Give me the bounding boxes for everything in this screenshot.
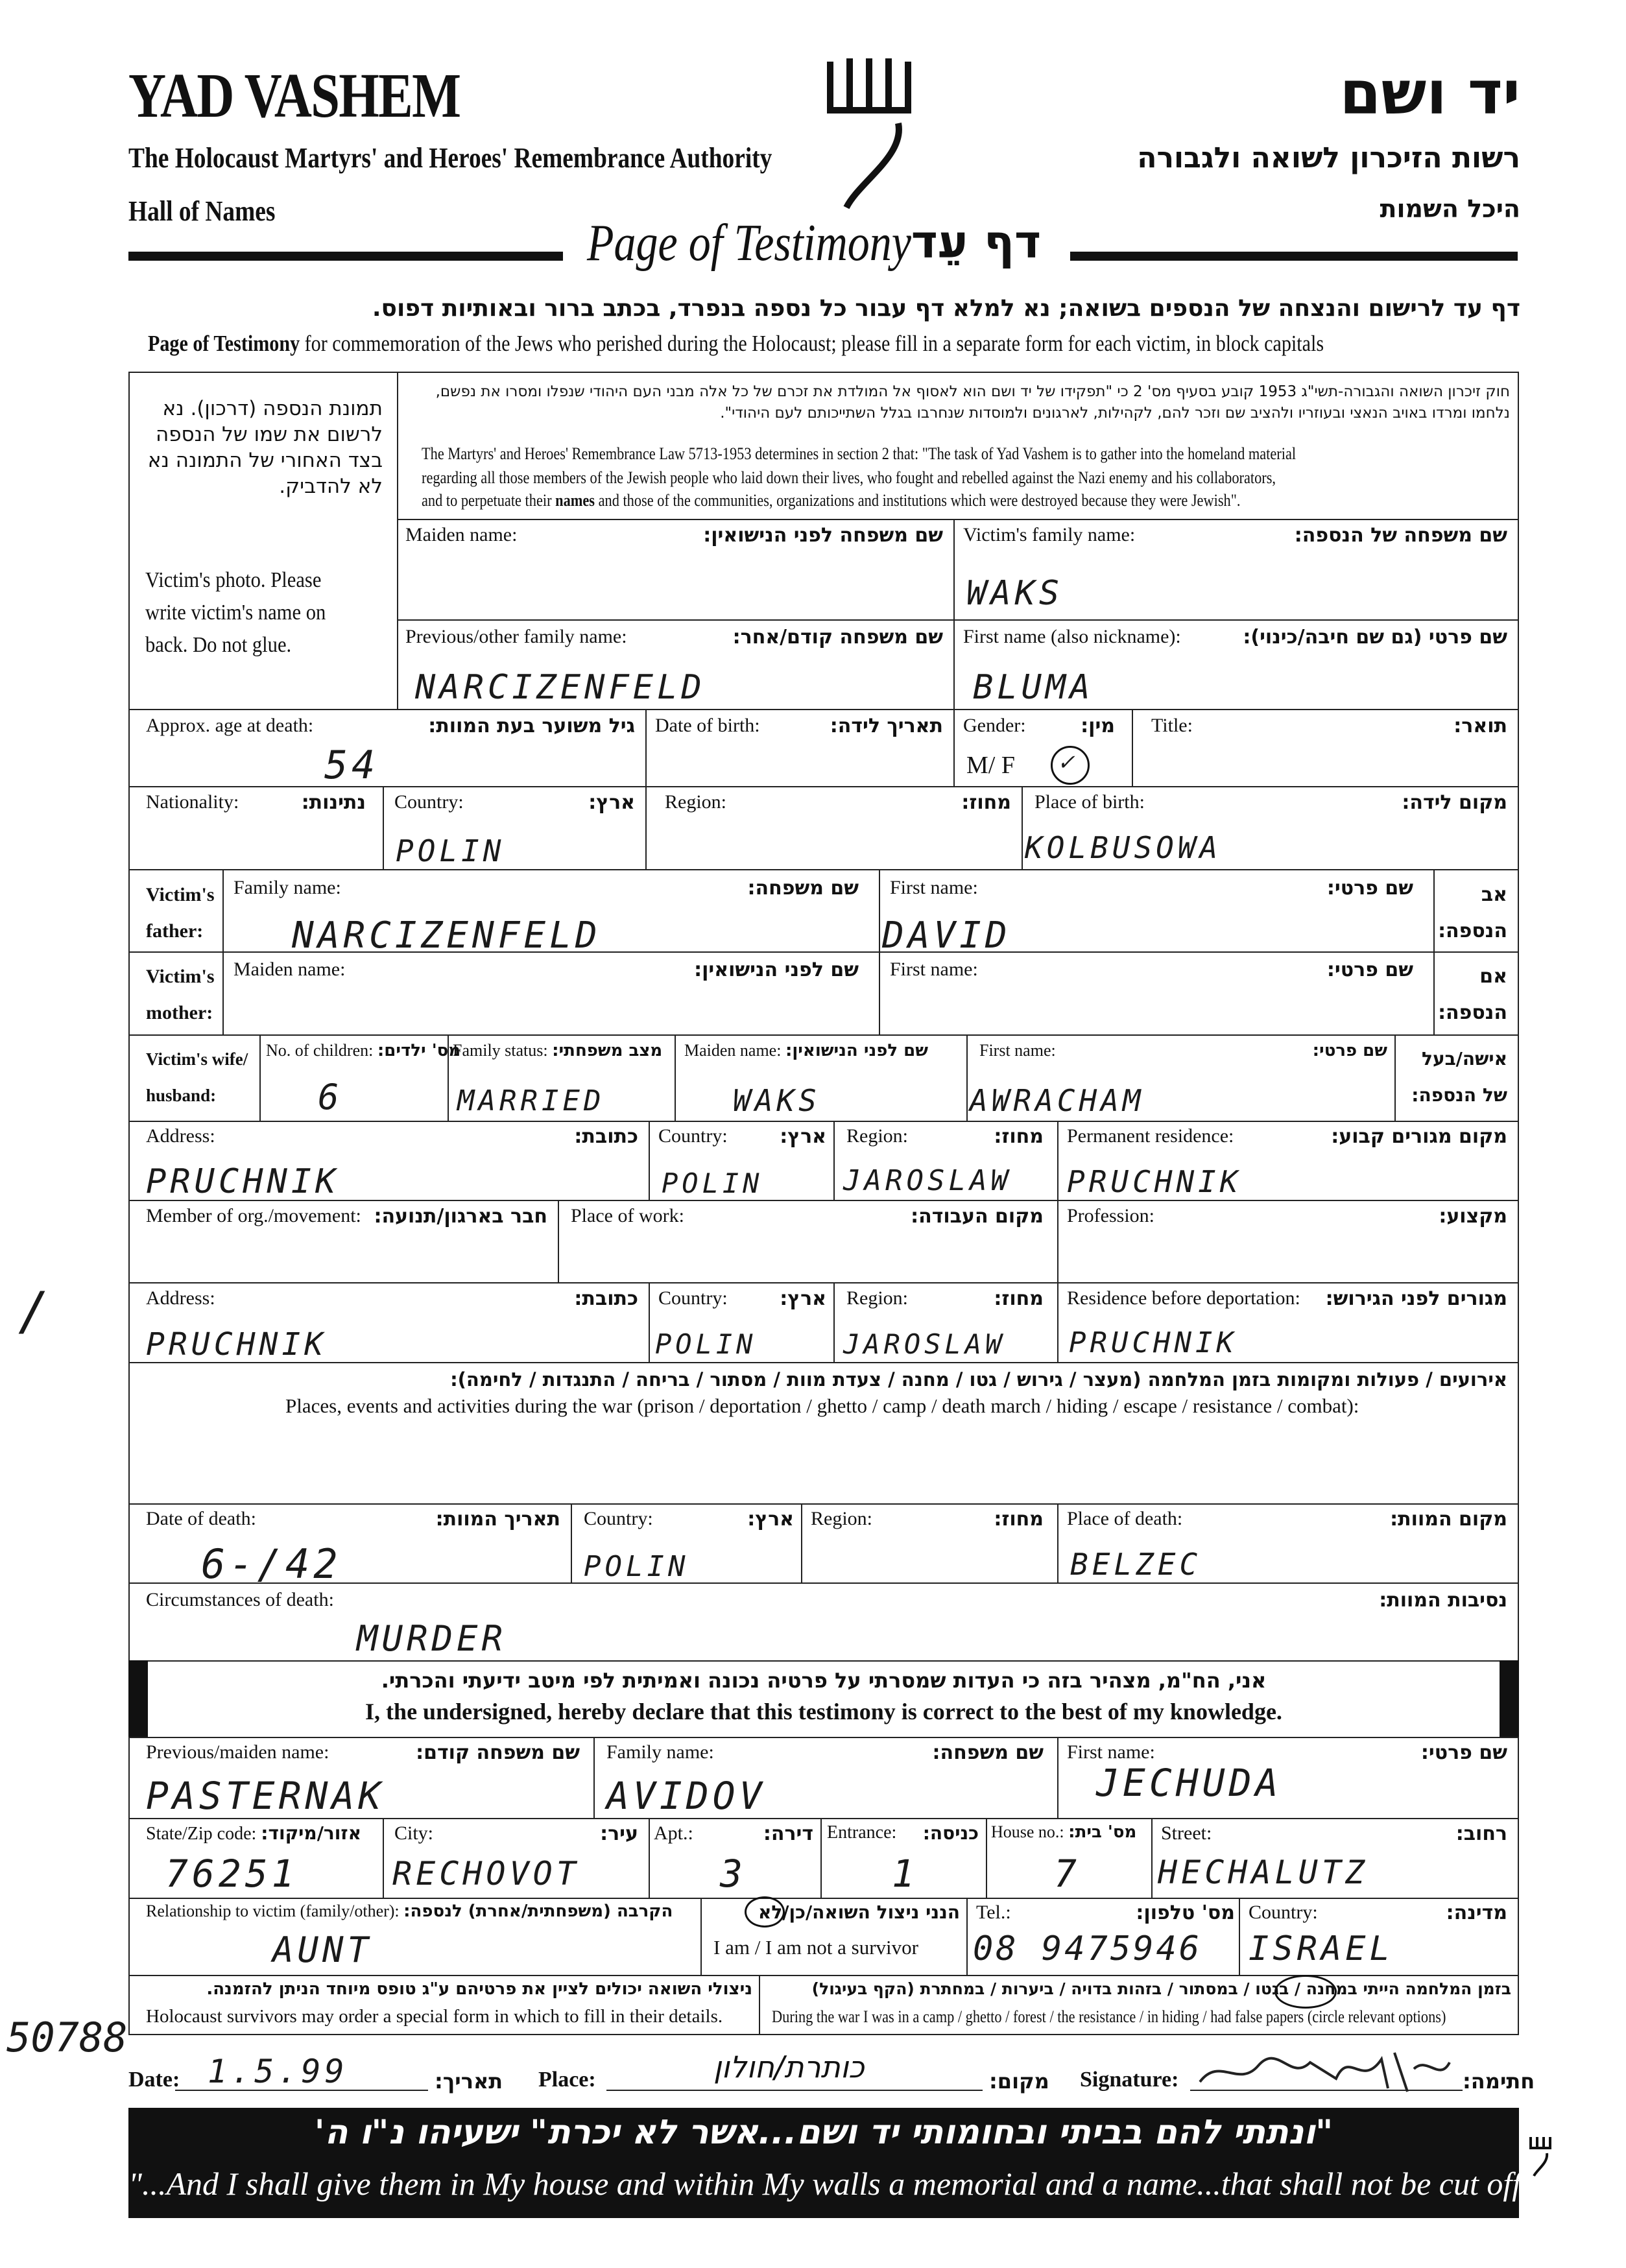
survivor-circle-icon — [745, 1896, 785, 1928]
war-status-circle-icon — [1274, 1975, 1337, 2009]
address2-country-label-he: ארץ: — [780, 1287, 826, 1310]
house-label-en: House no.: — [991, 1822, 1064, 1841]
signature-label: Signature: — [1080, 2068, 1179, 2092]
mother-label-he-1: אם — [1479, 965, 1507, 988]
maiden-name-label: Maiden name: — [405, 524, 518, 545]
declaration-right-bar — [1500, 1660, 1519, 1737]
place-value[interactable]: כותרת/חולון — [713, 2049, 865, 2084]
spouse-label-2: husband: — [146, 1086, 217, 1105]
row-line — [128, 1660, 1519, 1662]
col-line — [222, 869, 224, 1034]
row-line — [128, 709, 1519, 710]
title-label: Title: — [1151, 715, 1193, 736]
profession-label: Profession: — [1067, 1205, 1154, 1226]
prev-name-label: Previous/other family name: — [405, 626, 627, 647]
spouse-first-label: First name: — [979, 1041, 1056, 1060]
survivor-label-he: הנני ניצול השואה/כן/לא — [758, 1902, 960, 1923]
apt-value[interactable]: 3 — [720, 1852, 747, 1896]
row-line — [128, 1362, 1519, 1363]
circ-label: Circumstances of death: — [146, 1589, 334, 1610]
photo-instructions-en: Victim's photo. Please write victim's name on back. Do not glue. — [145, 568, 326, 657]
page-title-en: Page of Testimony — [587, 215, 911, 272]
col-line — [986, 1818, 987, 1898]
address-value[interactable]: PRUCHNIK — [146, 1162, 340, 1201]
children-label — [266, 1041, 460, 1060]
victim-family-name-value[interactable]: WAKS — [966, 574, 1064, 613]
status-label — [453, 1041, 662, 1060]
first-name-value[interactable]: BLUMA — [973, 668, 1094, 707]
row-line — [128, 1818, 1519, 1819]
city-label: City: — [394, 1822, 434, 1844]
city-value[interactable]: RECHOVOT — [392, 1855, 580, 1892]
entrance-label-he: כניסה: — [922, 1822, 979, 1844]
footer-logo-icon — [1527, 2134, 1553, 2179]
col-line — [645, 786, 647, 869]
father-family-label-he: שם משפחה: — [747, 877, 859, 900]
father-first-label: First name: — [890, 877, 978, 898]
instructions-en-text: for commemoration of the Jews who perished during the Holocaust; please fill in a separate form for each victim, in block capitals — [304, 331, 1324, 356]
footer-quote-en — [128, 2165, 1626, 2202]
sub-prev-label: Previous/maiden name: — [146, 1741, 329, 1763]
first-name-label-he: שם פרטי (גם שם חיבה/כינוי): — [1243, 626, 1507, 649]
father-label-2: father: — [146, 920, 204, 942]
col-line — [700, 1898, 702, 1975]
spouse-maiden-label — [684, 1041, 928, 1060]
declaration-left-bar — [128, 1660, 148, 1737]
address2-country-value[interactable]: POLIN — [655, 1328, 757, 1360]
spouse-label-1: Victim's wife/ — [146, 1049, 248, 1069]
children-value[interactable]: 6 — [318, 1077, 343, 1117]
row-line — [128, 1121, 1519, 1122]
col-line — [833, 1121, 835, 1200]
photo-box-divider — [397, 372, 398, 709]
relationship-label-he: הקרבה (משפחתית/אחרת) לנספה: — [403, 1902, 673, 1921]
mother-label-he — [1438, 959, 1507, 1031]
col-line — [1239, 1898, 1240, 1975]
perm-res-label-he: מקום מגורים קבוע: — [1331, 1125, 1507, 1148]
father-first-value[interactable]: DAVID — [882, 914, 1011, 957]
col-line — [1433, 869, 1435, 1034]
pob-value[interactable]: KOLBUSOWA — [1025, 830, 1222, 865]
place-label-he: מקום: — [989, 2069, 1049, 2094]
father-label-1: Victim's — [146, 884, 215, 905]
declaration-en: I, the undersigned, hereby declare that this testimony is correct to the best of my knowledge. — [365, 1699, 1282, 1725]
res-before-label: Residence before deportation: — [1067, 1287, 1300, 1309]
spouse-maiden-value[interactable]: WAKS — [733, 1083, 820, 1118]
footer-ref: Isaiah 56:5 — [1542, 2179, 1626, 2199]
row-line — [128, 869, 1519, 870]
age-value[interactable]: 54 — [324, 743, 379, 788]
col-line — [383, 786, 384, 869]
col-line — [1132, 709, 1133, 786]
res-before-value[interactable]: PRUCHNIK — [1069, 1326, 1237, 1359]
col-line — [1151, 1818, 1153, 1898]
address2-region-label-he: מחוז: — [994, 1287, 1044, 1310]
pod-value[interactable]: BELZEC — [1070, 1547, 1202, 1582]
region-label: Region: — [665, 791, 726, 813]
tel-label-he: מס' טלפון: — [1136, 1902, 1235, 1924]
tel-value[interactable]: 08 9475946 — [973, 1929, 1202, 1968]
date-value[interactable]: 1.5.99 — [208, 2053, 348, 2090]
relationship-label — [146, 1902, 673, 1921]
death-country-value[interactable]: POLIN — [584, 1550, 689, 1583]
sub-prev-value[interactable]: PASTERNAK — [146, 1774, 385, 1818]
survivors-form-en: Holocaust survivors may order a special form in which to fill in their details. — [146, 2006, 723, 2027]
street-label-he: רחוב: — [1455, 1822, 1507, 1845]
row-line — [128, 1503, 1519, 1505]
address-region-value[interactable]: JAROSLAW — [843, 1164, 1012, 1197]
spouse-maiden-label-en: Maiden name: — [684, 1041, 782, 1060]
house-label — [991, 1822, 1136, 1842]
country-label: Country: — [394, 791, 464, 813]
col-line — [1057, 1503, 1058, 1582]
date-label: Date: — [128, 2068, 180, 2092]
father-label-he — [1438, 877, 1507, 949]
mother-maiden-label: Maiden name: — [233, 959, 346, 980]
entrance-label: Entrance: — [827, 1822, 897, 1843]
authority-name-en: The Holocaust Martyrs' and Heroes' Remembrance Authority — [128, 142, 772, 174]
law-text-he: חוק זיכרון השואה והגבורה-תשי"ג 1953 קובע בסעיף מס' 2 כי "תפקידו של יד ושם הוא לאסוף אל המולדת את זכרם של כל אלה מבני העם היהודי שנפלו ומסרו את נפשם, נלחמו ומרדו באויב הנאצי ובעוזריו ולהציב שם וזכר להם, לקהילות, לארגונים ולמוסדות שנחרבו בגלל השתייכותם לעם היהודי". — [435, 383, 1510, 422]
sub-first-label-he: שם פרטי: — [1420, 1741, 1507, 1764]
spouse-label-he-1: אישה/בעל — [1422, 1048, 1507, 1069]
death-region-label: Region: — [811, 1508, 872, 1529]
col-line — [801, 1503, 802, 1582]
entrance-value[interactable]: 1 — [892, 1852, 918, 1896]
spouse-label-he — [1411, 1041, 1507, 1114]
prev-name-value[interactable]: NARCIZENFELD — [415, 668, 706, 707]
yad-vashem-logo-icon — [820, 52, 918, 214]
relationship-label-en: Relationship to victim (family/other): — [146, 1902, 400, 1920]
org-name-en: YAD VASHEM — [128, 61, 460, 131]
col-line — [966, 1034, 968, 1121]
instructions-en-bold: Page of Testimony — [148, 331, 300, 356]
footer-quote-en-text: "...And I shall give them in My house and within My walls a memorial and a name...that shall not be cut off" — [128, 2166, 1535, 2202]
birth-country-value[interactable]: POLIN — [396, 833, 505, 868]
row-line — [128, 1737, 1519, 1738]
spouse-first-value[interactable]: AWRACHAM — [970, 1083, 1145, 1118]
col-line — [966, 1898, 968, 1975]
status-label-he: מצב משפחתי: — [552, 1041, 663, 1060]
death-country-label: Country: — [584, 1508, 653, 1529]
zip-label — [146, 1822, 361, 1844]
address2-country-label: Country: — [658, 1287, 728, 1309]
perm-res-value[interactable]: PRUCHNIK — [1067, 1164, 1242, 1199]
spouse-maiden-label-he: שם לפני הנישואין: — [785, 1041, 928, 1060]
place-label: Place: — [538, 2068, 596, 2092]
survivor-label-en: I am / I am not a survivor — [713, 1936, 918, 1959]
org-name-he: יד ושם — [1339, 58, 1520, 128]
col-line — [649, 1282, 650, 1362]
spouse-first-label-he: שם פרטי: — [1312, 1041, 1387, 1060]
spouse-label — [146, 1041, 248, 1114]
address-country-label: Country: — [658, 1125, 728, 1147]
city-label-he: עיר: — [600, 1822, 638, 1845]
date-label-he: תאריך: — [435, 2069, 503, 2094]
dod-label-he: תאריך המוות: — [435, 1508, 560, 1531]
age-label-he: גיל משוער בעת המוות: — [428, 715, 635, 737]
mother-first-label: First name: — [890, 959, 978, 980]
pod-label: Place of death: — [1067, 1508, 1183, 1529]
col-line — [593, 1737, 595, 1818]
father-label-he-2: הנספה: — [1438, 920, 1507, 942]
children-label-en: No. of children: — [266, 1041, 374, 1060]
col-line — [649, 1121, 650, 1200]
col-line — [383, 1818, 384, 1898]
col-line — [1057, 1737, 1058, 1818]
sub-prev-label-he: שם משפחה קודם: — [416, 1741, 580, 1764]
events-label-he: אירועים / פעולות ומקומות בזמן המלחמה (מעצר / גירוש / גטו / מחנה / צעדת מוות / מסתור / בריחה / התנגדות / לחימה): — [450, 1368, 1507, 1391]
family-name-label: Victim's family name: — [963, 524, 1136, 545]
col-line — [1057, 1121, 1058, 1200]
work-label-he: מקום העבודה: — [911, 1205, 1044, 1228]
father-family-value[interactable]: NARCIZENFELD — [292, 914, 601, 957]
status-label-en: Family status: — [453, 1041, 548, 1060]
law-text-en-1: The Martyrs' and Heroes' Remembrance Law 5713-1953 determines in section 2 that: "The task of Yad Vashem is to gather into the homeland material — [422, 444, 1297, 463]
address-label-he: כתובת: — [574, 1125, 638, 1148]
member-label: Member of org./movement: — [146, 1205, 361, 1226]
col-line — [571, 1503, 572, 1582]
zip-label-en: State/Zip code: — [146, 1824, 257, 1844]
pod-label-he: מקום המוות: — [1390, 1508, 1507, 1531]
mother-label-1: Victim's — [146, 966, 215, 987]
col-line — [1022, 786, 1023, 869]
apt-label: Apt.: — [654, 1822, 693, 1844]
spouse-label-he-2: של הנספה: — [1411, 1084, 1507, 1106]
sub-first-value[interactable]: JECHUDA — [1096, 1761, 1282, 1805]
sub-country-label: Country: — [1249, 1902, 1318, 1923]
father-label — [146, 877, 215, 949]
place-underline — [606, 2090, 983, 2091]
address-country-label-he: ארץ: — [780, 1125, 826, 1148]
work-label: Place of work: — [571, 1205, 684, 1226]
law-text-en-3b: names — [555, 491, 595, 510]
mother-label — [146, 959, 215, 1031]
res-before-label-he: מגורים לפני הגירוש: — [1325, 1287, 1507, 1310]
father-first-label-he: שם פרטי: — [1326, 877, 1413, 900]
region-label-he: מחוז: — [961, 791, 1011, 814]
first-name-label: First name (also nickname): — [963, 626, 1181, 647]
sub-country-value[interactable]: ISRAEL — [1249, 1929, 1394, 1968]
address-label: Address: — [146, 1125, 215, 1147]
law-text-en-3c: and those of the communities, organizations and institutions which were destroyed because they were Jewish". — [598, 491, 1241, 510]
col-line — [833, 1282, 835, 1362]
death-region-label-he: מחוז: — [994, 1508, 1044, 1531]
events-label-en: Places, events and activities during the war (prison / deportation / ghetto / camp / death march / hiding / escape / resistance / combat): — [285, 1394, 1359, 1417]
row-line — [397, 619, 1519, 621]
age-label: Approx. age at death: — [146, 715, 314, 736]
sub-family-label-he: שם משפחה: — [932, 1741, 1044, 1764]
col-line — [953, 519, 955, 709]
signature-label-he: חתימה: — [1463, 2069, 1535, 2094]
pob-label-he: מקום לידה: — [1402, 791, 1507, 814]
prev-name-label-he: שם משפחה קודם/אחר: — [732, 626, 943, 649]
title-label-he: תואר: — [1453, 715, 1507, 737]
footer-quote-he: "ונתתי להם בביתי ובחומותי יד ושם...אשר לא יכרת" ישעיהו נ"ו ה' — [314, 2113, 1333, 2152]
col-line — [953, 709, 955, 786]
house-value[interactable]: 7 — [1054, 1852, 1081, 1896]
father-family-label: Family name: — [233, 877, 341, 898]
row-line — [128, 1898, 1519, 1899]
children-label-he: מס' ילדים: — [377, 1041, 461, 1060]
relationship-value[interactable]: AUNT — [272, 1929, 373, 1970]
address2-region-value[interactable]: JAROSLAW — [843, 1328, 1006, 1360]
col-line — [649, 1818, 650, 1898]
col-line — [879, 869, 880, 1034]
survivors-form-he: ניצולי השואה יכולים לציין את פרטיהם ע"ג טופס מיוחד הניתן להזמנה. — [206, 1979, 752, 1999]
col-line — [1057, 1282, 1058, 1362]
mother-label-he-2: הנספה: — [1438, 1001, 1507, 1024]
war-status-en: During the war I was in a camp / ghetto / forest / the resistance / in hiding / had false papers (circle relevant options) — [772, 2007, 1446, 2026]
row-line — [128, 1282, 1519, 1283]
address-region-label-he: מחוז: — [994, 1125, 1044, 1148]
father-label-he-1: אב — [1481, 883, 1507, 906]
circ-label-he: נסיבות המוות: — [1379, 1589, 1507, 1612]
law-text-en-3 — [422, 491, 1240, 510]
row-line — [397, 519, 1519, 520]
sub-family-label: Family name: — [606, 1741, 714, 1763]
gender-options: M/ F — [966, 752, 1015, 779]
hall-of-names-he: היכל השמות — [1380, 195, 1520, 223]
mother-label-2: mother: — [146, 1002, 213, 1023]
dod-value[interactable]: 6-/42 — [201, 1540, 342, 1588]
address2-label: Address: — [146, 1287, 215, 1309]
death-country-label-he: ארץ: — [747, 1508, 794, 1531]
gender-mark[interactable]: ✓ — [1058, 747, 1077, 776]
war-status-he: בזמן המלחמה הייתי במחנה / בגטו / במסתור / בזהות בדויה / ביערות / במחתרת (הקף בעיגול) — [811, 1979, 1511, 1998]
gender-label-he: מין: — [1081, 715, 1115, 737]
hall-of-names-en: Hall of Names — [128, 195, 276, 227]
address2-value[interactable]: PRUCHNIK — [146, 1326, 328, 1363]
dob-label: Date of birth: — [655, 715, 760, 736]
row-line — [128, 1034, 1519, 1036]
zip-value[interactable]: 76251 — [165, 1852, 298, 1896]
title-rule-right — [1070, 252, 1518, 261]
sub-family-value[interactable]: AVIDOV — [606, 1774, 766, 1818]
photo-instructions-he: תמונת הנספה (דרכון). נא לרשום את שמו של הנספה בצד האחורי של התמונה נא לא להדביק. — [147, 397, 383, 498]
col-line — [675, 1034, 676, 1121]
nationality-label: Nationality: — [146, 791, 239, 813]
profession-label-he: מקצוע: — [1439, 1205, 1507, 1228]
declaration-he: אני, הח"מ, מצהיר בזה כי העדות שמסרתי על פרטיה נכונה ואמיתית לפי מיטב ידיעתי והכרתי. — [381, 1668, 1267, 1693]
law-text-en-2: regarding all those members of the Jewish people who laid down their lives, who fought and rebelled against the Nazi enemy and his collaborators, — [422, 468, 1276, 487]
pob-label: Place of birth: — [1034, 791, 1145, 813]
col-line — [759, 1975, 760, 2035]
street-label: Street: — [1161, 1822, 1212, 1844]
sub-first-label: First name: — [1067, 1741, 1155, 1763]
signature-scribble[interactable] — [1193, 2043, 1453, 2095]
house-label-he: מס' בית: — [1068, 1822, 1137, 1842]
address-region-label: Region: — [846, 1125, 908, 1147]
authority-name-he: רשות הזיכרון לשואה ולגבורה — [1137, 141, 1520, 174]
margin-id-number: 50788 — [6, 2014, 128, 2061]
address2-label-he: כתובת: — [574, 1287, 638, 1310]
col-line — [1394, 1034, 1396, 1121]
col-line — [259, 1034, 261, 1121]
nationality-label-he: נתינות: — [301, 791, 366, 814]
sub-country-label-he: מדינה: — [1446, 1902, 1507, 1924]
instructions-en — [148, 331, 1324, 357]
circ-value[interactable]: MURDER — [357, 1618, 507, 1659]
instructions-he: דף עד לרישום והנצחה של הנספים בשואה; נא למלא דף עבור כל נספה בנפרד, בכתב ברור ובאותיות דפוס. — [372, 295, 1520, 322]
page-title-he: דף עֵד — [911, 215, 1042, 269]
status-value[interactable]: MARRIED — [457, 1084, 605, 1117]
col-line — [820, 1818, 822, 1898]
margin-tick: / — [18, 1281, 54, 1341]
member-label-he: חבר בארגון/תנועה: — [374, 1205, 547, 1228]
apt-label-he: דירה: — [763, 1822, 813, 1845]
mother-maiden-label-he: שם לפני הנישואין: — [694, 959, 859, 981]
col-line — [645, 709, 647, 786]
maiden-name-label-he: שם משפחה לפני הנישואין: — [703, 524, 943, 547]
perm-res-label: Permanent residence: — [1067, 1125, 1234, 1147]
title-rule-left — [128, 252, 563, 261]
address-country-value[interactable]: POLIN — [662, 1167, 763, 1199]
dod-label: Date of death: — [146, 1508, 256, 1529]
family-name-label-he: שם משפחה של הנספה: — [1294, 524, 1507, 547]
country-label-he: ארץ: — [588, 791, 635, 814]
mother-first-label-he: שם פרטי: — [1326, 959, 1413, 981]
tel-label: Tel.: — [976, 1902, 1011, 1923]
dob-label-he: תאריך לידה: — [830, 715, 943, 737]
gender-label: Gender: — [963, 715, 1026, 736]
law-text-en-3a: and to perpetuate their — [422, 491, 552, 510]
address2-region-label: Region: — [846, 1287, 908, 1309]
zip-label-he: אזור/מיקוד: — [261, 1822, 361, 1844]
col-line — [558, 1200, 559, 1282]
street-value[interactable]: HECHALUTZ — [1158, 1854, 1369, 1891]
col-line — [1057, 1200, 1058, 1282]
